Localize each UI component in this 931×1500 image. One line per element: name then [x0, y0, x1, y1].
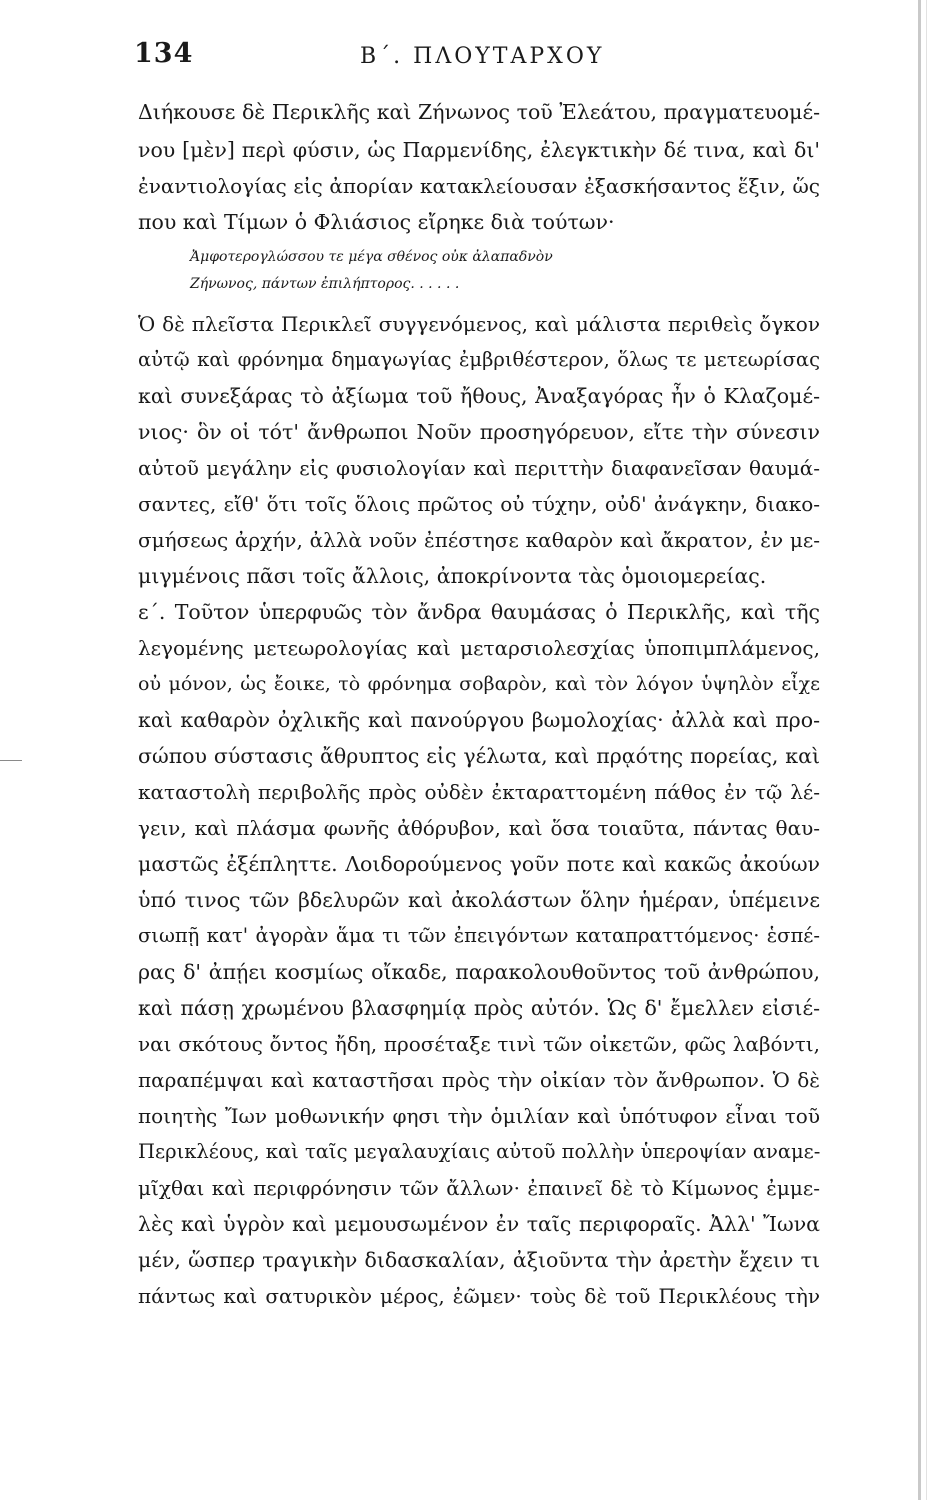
text-line: νου [μὲν] περὶ φύσιν, ὡς Παρμενίδης, ἐλεγκτικὴν δέ τινα, καὶ δι' — [138, 138, 820, 162]
text-line: Διήκουσε δὲ Περικλῆς καὶ Ζήνωνος τοῦ Ἐλεάτου, πραγματευομέ- — [138, 100, 820, 124]
text-line: Ὁ δὲ πλεῖστα Περικλεῖ συγγενόμενος, καὶ μάλιστα περιθεὶς ὄγκον — [138, 312, 820, 336]
text-line: ὑπό τινος τῶν βδελυρῶν καὶ ἀκολάστων ὅλην ἡμέραν, ὑπέμεινε — [138, 888, 820, 912]
text-line: ποιητὴς Ἴων μοθωνικήν φησι τὴν ὁμιλίαν καὶ ὑπότυφον εἶναι τοῦ — [138, 1104, 820, 1128]
page-edge-rule — [918, 0, 921, 1500]
text-line: καὶ συνεξάρας τὸ ἀξίωμα τοῦ ἤθους, Ἀναξαγόρας ἦν ὁ Κλαζομέ- — [138, 384, 820, 408]
text-line: σαντες, εἴθ' ὅτι τοῖς ὅλοις πρῶτος οὐ τύχην, οὐδ' ἀνάγκην, διακο- — [138, 492, 820, 516]
text-line: σώπου σύστασις ἄθρυπτος εἰς γέλωτα, καὶ πρᾳότης πορείας, καὶ — [138, 744, 820, 768]
text-line: σμήσεως ἀρχήν, ἀλλὰ νοῦν ἐπέστησε καθαρὸν καὶ ἄκρατον, ἐν με- — [138, 528, 820, 552]
text-line: ναι σκότους ὄντος ἤδη, προσέταξε τινὶ τῶν οἰκετῶν, φῶς λαβόντι, — [138, 1032, 820, 1056]
text-line: πάντως καὶ σατυρικὸν μέρος, ἐῶμεν· τοὺς δὲ τοῦ Περικλέους τὴν — [138, 1284, 820, 1308]
section-start-line: ε΄. Τοῦτον ὑπερφυῶς τὸν ἄνδρα θαυμάσας ὁ Περικλῆς, καὶ τῆς — [138, 600, 820, 624]
text-line: καταστολὴ περιβολῆς πρὸς οὐδὲν ἐκταραττομένη πάθος ἐν τῷ λέ- — [138, 780, 820, 804]
margin-tick — [0, 760, 22, 761]
text-line: αὐτοῦ μεγάλην εἰς φυσιολογίαν καὶ περιττὴν διαφανεῖσαν θαυμά- — [138, 456, 820, 480]
text-line: νιος· ὃν οἱ τότ' ἄνθρωποι Νοῦν προσηγόρευον, εἴτε τὴν σύνεσιν — [138, 420, 820, 444]
text-line: παραπέμψαι καὶ καταστῆσαι πρὸς τὴν οἰκίαν τὸν ἄνθρωπον. Ὁ δὲ — [138, 1068, 820, 1092]
text-line: που καὶ Τίμων ὁ Φλιάσιος εἴρηκε διὰ τούτων· — [138, 210, 615, 234]
text-line: Περικλέους, καὶ ταῖς μεγαλαυχίαις αὐτοῦ πολλὴν ὑπεροψίαν αναμε- — [138, 1140, 821, 1163]
page-edge-rule-thin — [926, 0, 927, 1500]
text-line: σιωπῇ κατ' ἀγορὰν ἅμα τι τῶν ἐπειγόντων καταπραττόμενος· ἑσπέ- — [138, 924, 820, 947]
text-line: μιγμένοις πᾶσι τοῖς ἄλλοις, ἀποκρίνοντα τὰς ὁμοιομερείας. — [138, 564, 767, 588]
text-line: καὶ πάσῃ χρωμένου βλασφημίᾳ πρὸς αὐτόν. Ὡς δ' ἔμελλεν εἰσιέ- — [138, 996, 820, 1020]
running-title: Β΄. ΠΛΟΥΤΑΡΧΟΥ — [360, 44, 605, 69]
text-line: μῖχθαι καὶ περιφρόνησιν τῶν ἄλλων· ἐπαινεῖ δὲ τὸ Κίμωνος ἐμμε- — [138, 1176, 820, 1200]
text-line: καὶ καθαρὸν ὀχλικῆς καὶ πανούργου βωμολοχίας· ἀλλὰ καὶ προ- — [138, 708, 820, 732]
verse-line: Ζήνωνος, πάντων ἐπιλήπτορος. . . . . . — [190, 276, 460, 292]
text-line: οὐ μόνον, ὡς ἔοικε, τὸ φρόνημα σοβαρὸν, καὶ τὸν λόγον ὑψηλὸν εἶχε — [138, 673, 820, 695]
verse-line: Ἀμφοτερογλώσσου τε μέγα σθένος οὐκ ἀλαπαδνὸν — [190, 249, 553, 265]
text-line: λὲς καὶ ὑγρὸν καὶ μεμουσωμένον ἐν ταῖς περιφοραῖς. Ἀλλ' Ἴωνα — [138, 1212, 820, 1236]
text-line: μαστῶς ἐξέπληττε. Λοιδορούμενος γοῦν ποτε καὶ κακῶς ἀκούων — [138, 852, 820, 876]
text-line: ἐναντιολογίας εἰς ἀπορίαν κατακλείουσαν ἐξασκήσαντος ἕξιν, ὥς — [138, 174, 820, 198]
text-line: αὐτῷ καὶ φρόνημα δημαγωγίας ἐμβριθέστερον, ὅλως τε μετεωρίσας — [138, 348, 820, 371]
text-line: ρας δ' ἀπῄει κοσμίως οἴκαδε, παρακολουθοῦντος τοῦ ἀνθρώπου, — [138, 960, 820, 984]
page-number: 134 — [134, 38, 194, 69]
text-line: λεγομένης μετεωρολογίας καὶ μεταρσιολεσχίας ὑποπιμπλάμενος, — [138, 636, 820, 660]
text-line: μέν, ὥσπερ τραγικὴν διδασκαλίαν, ἀξιοῦντα τὴν ἀρετὴν ἔχειν τι — [138, 1248, 820, 1272]
text-line: γειν, καὶ πλάσμα φωνῆς ἀθόρυβον, καὶ ὅσα τοιαῦτα, πάντας θαυ- — [138, 816, 820, 840]
